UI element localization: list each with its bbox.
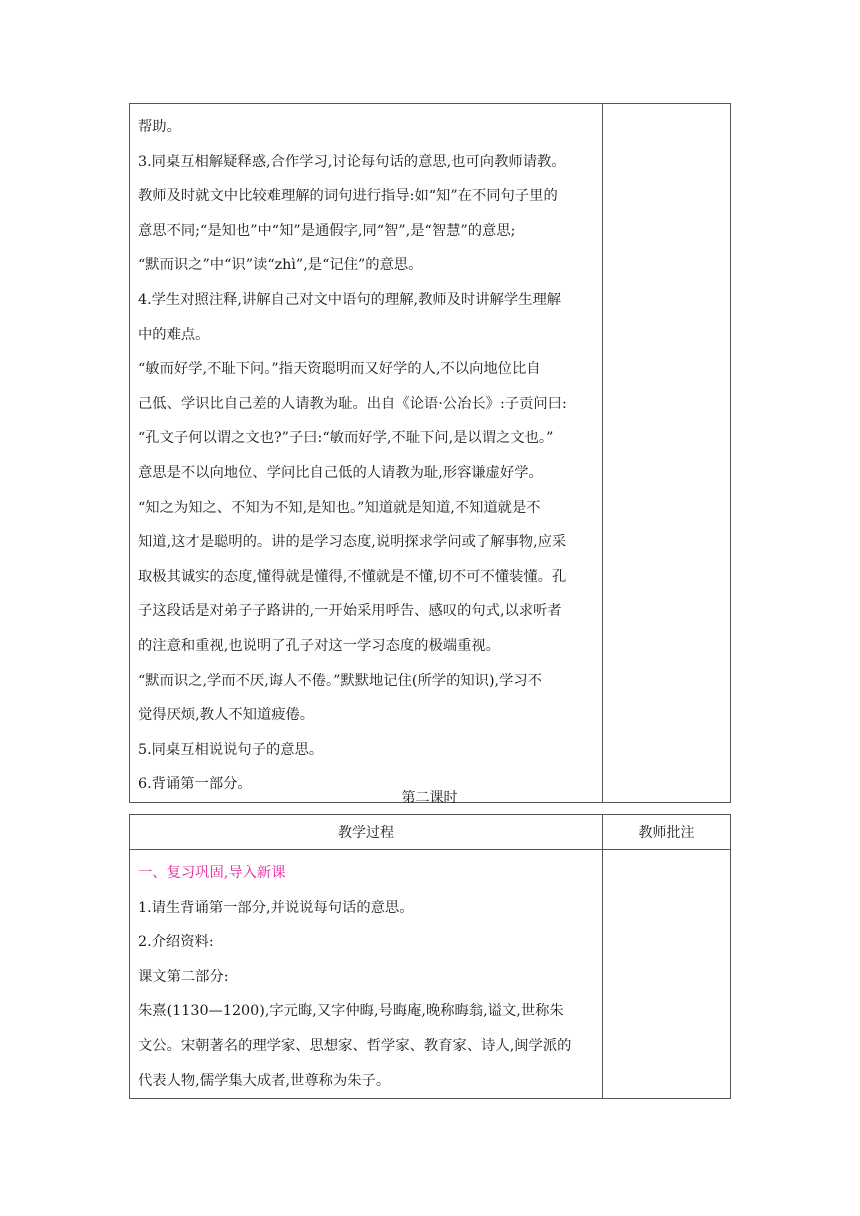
lesson-table-2 <box>129 814 731 1099</box>
paragraph-line: 己低、学识比自己差的人请教为耻。出自《论语·公冶长》:子贡问曰: <box>138 395 567 412</box>
paragraph-line: “默而识之,学而不厌,诲人不倦。”默默地记住(所学的知识),学习不 <box>138 672 542 689</box>
teacher-notes-cell <box>603 850 731 1099</box>
paragraph-line: 中的难点。 <box>138 326 210 343</box>
table-header-row <box>130 815 731 850</box>
paragraph-line: 1.请生背诵第一部分,并说说每句话的意思。 <box>138 899 414 916</box>
paragraph-line: “孔文子何以谓之文也?”子曰:“敏而好学,不耻下问,是以谓之文也。” <box>138 430 554 447</box>
paragraph-line: 2.介绍资料: <box>138 934 214 951</box>
paragraph-line: 教师及时就文中比较难理解的词句进行指导:如“知”在不同句子里的 <box>138 188 558 205</box>
section-title: 第二课时 <box>401 790 458 806</box>
paragraph-line: 4.学生对照注释,讲解自己对文中语句的理解,教师及时讲解学生理解 <box>138 291 562 308</box>
paragraph-line: 6.背诵第一部分。 <box>138 776 252 793</box>
paragraph-line: 意思不同;“是知也”中“知”是通假字,同“智”,是“智慧”的意思; <box>138 222 516 239</box>
paragraph-line: 代表人物,儒学集大成者,世尊称为朱子。 <box>138 1072 391 1089</box>
teacher-notes-cell <box>603 104 731 803</box>
paragraph-line: 意思是不以向地位、学问比自己低的人请教为耻,形容谦虚好学。 <box>138 464 543 481</box>
paragraph-line: 知道,这才是聪明的。讲的是学习态度,说明探求学问或了解事物,应采 <box>138 534 567 551</box>
paragraph-line: 觉得厌烦,教人不知道疲倦。 <box>138 707 315 724</box>
paragraph-line: 3.同桌互相解疑释惑,合作学习,讨论每句话的意思,也可向教师请教。 <box>138 153 566 170</box>
teaching-process-cell <box>130 104 603 803</box>
paragraph-line: 课文第二部分: <box>138 968 229 985</box>
paragraph-line: 的注意和重视,也说明了孔子对这一学习态度的极端重视。 <box>138 637 500 654</box>
paragraph-line: “默而识之”中“识”读“zhì”,是“记住”的意思。 <box>138 257 423 274</box>
table-row <box>130 104 731 803</box>
section-heading: 一、复习巩固,导入新课 <box>138 865 286 881</box>
paragraph-line: 朱熹(1130—1200),字元晦,又字仲晦,号晦庵,晚称晦翁,谥文,世称朱 <box>138 1003 564 1020</box>
header-teacher-notes: 教师批注 <box>603 815 731 850</box>
lesson-table-1 <box>129 103 731 803</box>
paragraph-line: 文公。宋朝著名的理学家、思想家、哲学家、教育家、诗人,闽学派的 <box>138 1037 572 1054</box>
paragraph-line: 取极其诚实的态度,懂得就是懂得,不懂就是不懂,切不可不懂装懂。孔 <box>138 568 567 585</box>
paragraph-line: 子这段话是对弟子子路讲的,一开始采用呼告、感叹的句式,以求听者 <box>138 603 562 620</box>
paragraph-line: “敏而好学,不耻下问。”指天资聪明而又好学的人,不以向地位比自 <box>138 361 541 378</box>
header-teaching-process: 教学过程 <box>130 815 603 850</box>
table-row <box>130 850 731 1099</box>
paragraph-line: 帮助。 <box>138 119 181 135</box>
paragraph-line: “知之为知之、不知为不知,是知也。”知道就是知道,不知道就是不 <box>138 499 541 516</box>
teaching-process-cell <box>130 850 603 1099</box>
paragraph-line: 5.同桌互相说说句子的意思。 <box>138 741 324 758</box>
